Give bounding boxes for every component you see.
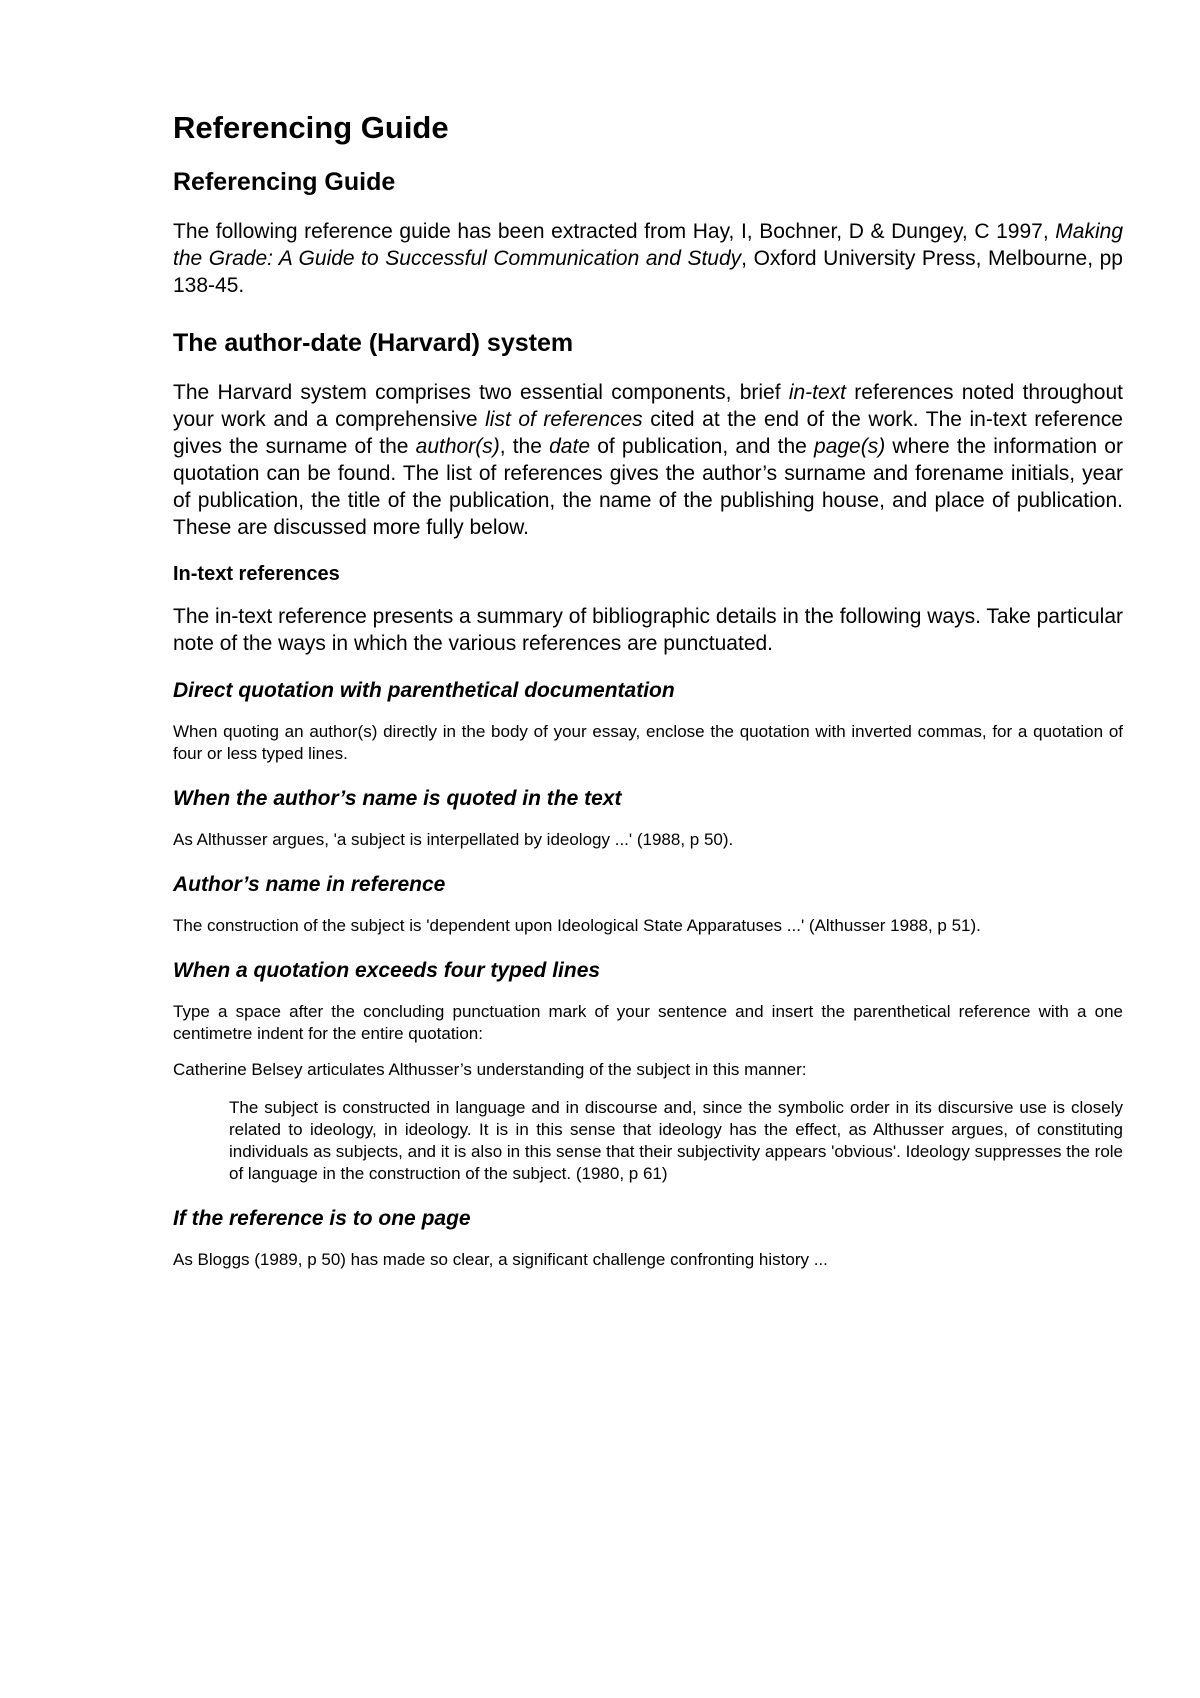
intro-text-end: , Oxford University Press, Melbourne, pp 138-45. <box>173 247 1123 297</box>
long-quotation-heading: When a quotation exceeds four typed lines <box>173 959 601 982</box>
harvard-text-2: references noted throughout your work and a comprehensive <box>173 381 1123 431</box>
author-in-reference-example: The construction of the subject is 'dependent upon Ideological State Apparatuses ...' (Althusser 1988, p 51). <box>173 916 981 935</box>
one-page-example: As Bloggs (1989, p 50) has made so clear, a significant challenge confronting history ... <box>173 1250 828 1269</box>
intro-paragraph <box>173 218 1123 299</box>
harvard-heading: The author-date (Harvard) system <box>173 329 574 357</box>
harvard-text-4: where the information or quotation can be found. The list of references gives the author’s surname and forename initials, year of publication, the title of the publication, the name of the publishing house, and place of publication. These are discussed more fully below. <box>173 435 1123 539</box>
harvard-em-list: list of references <box>485 408 643 431</box>
one-page-heading: If the reference is to one page <box>173 1207 471 1230</box>
direct-quotation-heading: Direct quotation with parenthetical documentation <box>173 679 675 702</box>
intext-paragraph: The in-text reference presents a summary of bibliographic details in the following ways. Take particular note of the ways in which the various references are punctuated. <box>173 605 1123 655</box>
author-in-text-heading: When the author’s name is quoted in the text <box>173 787 622 810</box>
harvard-em-date: date <box>549 435 590 458</box>
harvard-text-3c: of publication, and the <box>590 435 815 458</box>
book-title: Making the Grade: A Guide to Successful Communication and Study <box>173 220 1123 270</box>
direct-quotation-paragraph: When quoting an author(s) directly in the body of your essay, enclose the quotation with inverted commas, for a quotation of four or less typed lines. <box>173 722 1123 763</box>
harvard-text-1: The Harvard system comprises two essential components, brief <box>173 381 789 404</box>
harvard-em-pages: page(s) <box>814 435 886 458</box>
long-quotation-paragraph: Type a space after the concluding punctuation mark of your sentence and insert the parenthetical reference with a one centimetre indent for the entire quotation: <box>173 1002 1123 1043</box>
intro-text: The following reference guide has been extracted from Hay, I, Bochner, D & Dungey, C 1997, <box>173 220 1056 243</box>
harvard-text-3: cited at the end of the work. The in-text reference gives the surname of the <box>173 408 1123 458</box>
harvard-em-authors: author(s) <box>415 435 500 458</box>
document-title: Referencing Guide <box>173 110 449 145</box>
author-in-text-example: As Althusser argues, 'a subject is interpellated by ideology ...' (1988, p 50). <box>173 830 734 849</box>
author-in-reference-heading: Author’s name in reference <box>173 873 446 896</box>
long-quotation-lead: Catherine Belsey articulates Althusser’s understanding of the subject in this manner: <box>173 1060 807 1079</box>
document-page <box>173 108 1123 1271</box>
block-quotation: The subject is constructed in language and in discourse and, since the symbolic order in its discursive use is closely related to ideology, in ideology. It is in this sense that ideology has the effect, as Althusser argues, of constituting individuals as subjects, and it is also in this sense that their subjectivity appears 'obvious'. Ideology suppresses the role of language in the construction of the subject. (1980, p 61) <box>229 1098 1123 1183</box>
intext-heading: In-text references <box>173 563 340 585</box>
harvard-em-intext: in-text <box>788 381 847 404</box>
harvard-text-3b: , the <box>499 435 550 458</box>
document-subtitle: Referencing Guide <box>173 168 396 196</box>
harvard-paragraph <box>173 379 1123 541</box>
